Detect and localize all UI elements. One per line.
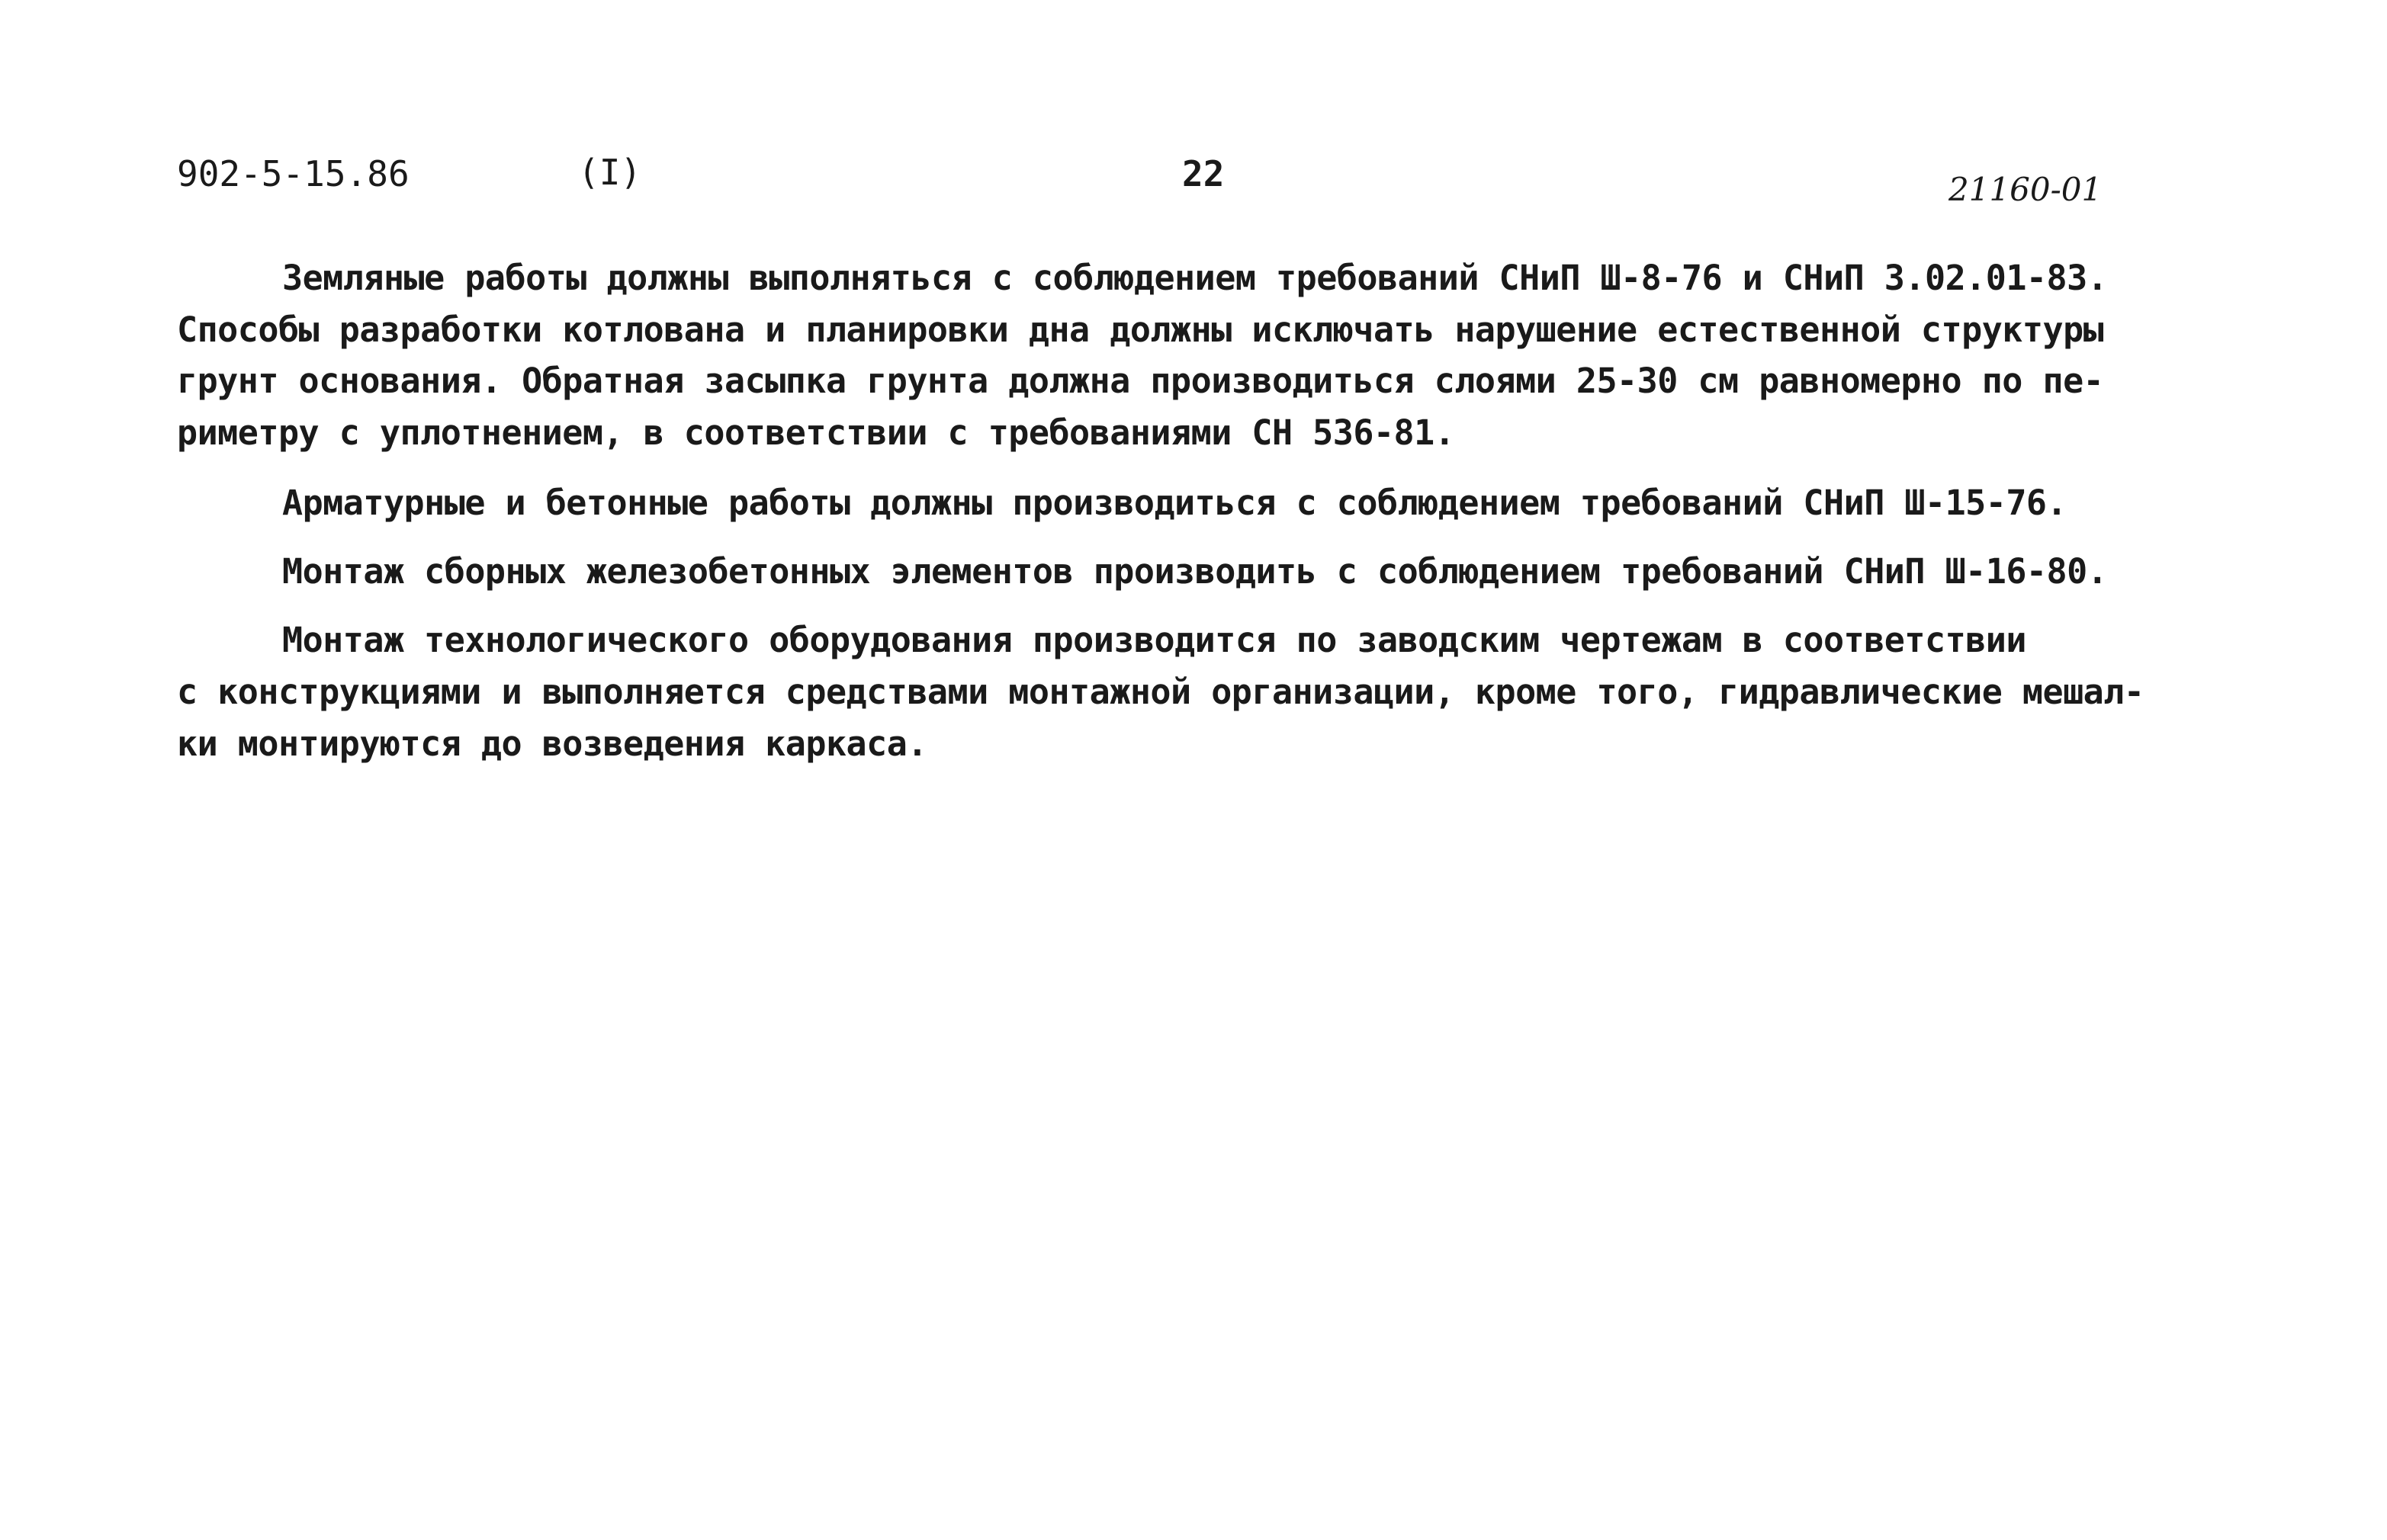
paragraph-line: Земляные работы должны выполняться с соблюдением требований СНиП Ш-8-76 и СНиП 3.02.01-83. [282, 258, 2108, 298]
paragraph-line: риметру с уплотнением, в соответствии с требованиями СН 536-81. [177, 412, 1455, 453]
archive-code: 21160-01 [1948, 171, 2103, 208]
paragraph-line: Арматурные и бетонные работы должны производиться с соблюдением требований СНиП Ш-15-76. [282, 483, 2067, 523]
document-code: 902-5-15.86 [177, 153, 410, 194]
paragraph-line: ки монтируются до возведения каркаса. [177, 723, 927, 764]
paragraph-line: Способы разработки котлована и планировки дна должны исключать нарушение естественной структуры [177, 310, 2104, 350]
sheet-mark: (I) [578, 152, 642, 193]
page-number: 22 [1182, 153, 1225, 194]
paragraph-line: Монтаж сборных железобетонных элементов производить с соблюдением требований СНиП Ш-16-80. [282, 551, 2108, 592]
paragraph-line: грунт основания. Обратная засыпка грунта должна производиться слоями 25-30 см равномерно по пе- [177, 361, 2104, 401]
paragraph-line: с конструкциями и выполняется средствами монтажной организации, кроме того, гидравлические мешал- [177, 672, 2144, 712]
paragraph-line: Монтаж технологического оборудования производится по заводским чертежам в соответствии [282, 620, 2026, 660]
